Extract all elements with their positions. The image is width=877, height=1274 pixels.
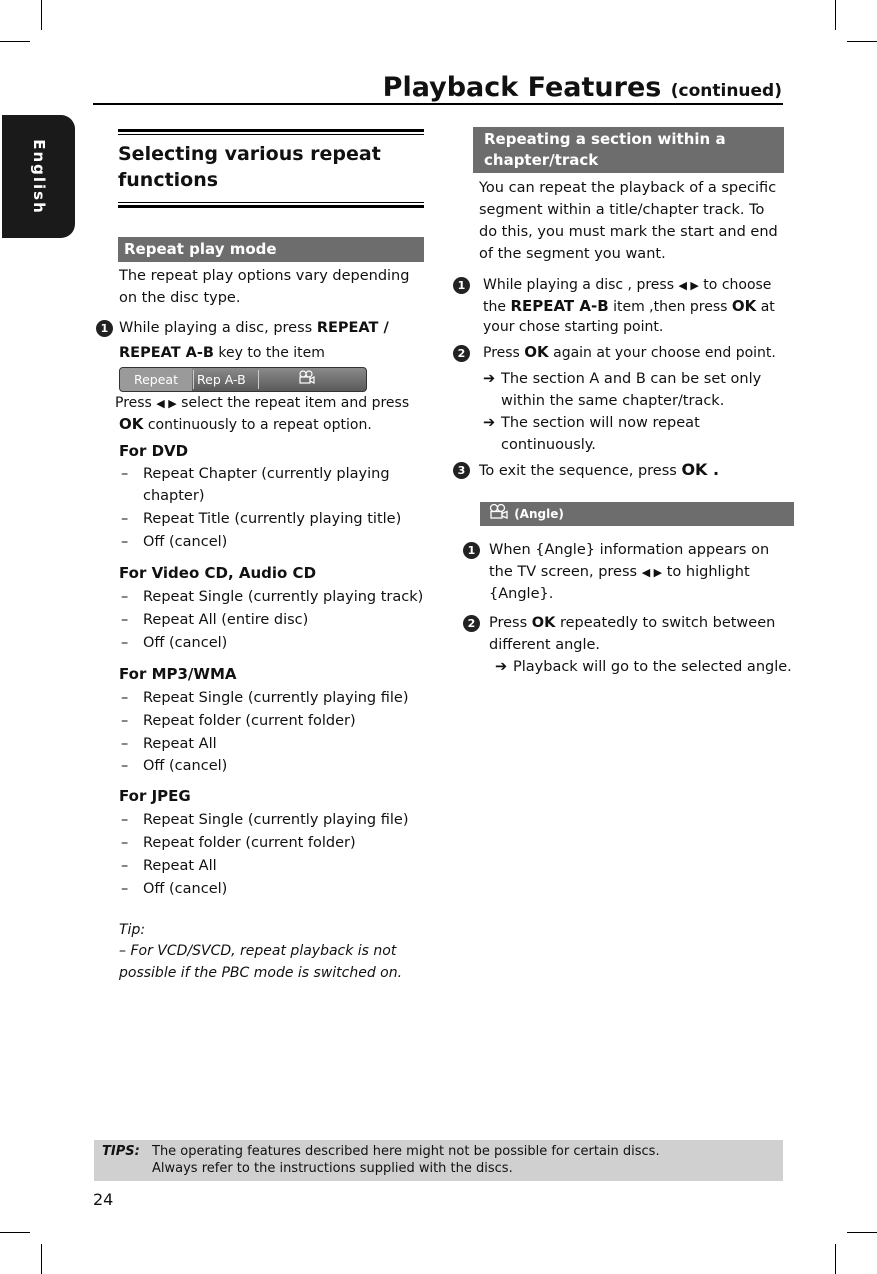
angle-bar: [480, 502, 794, 526]
list-item: Off (cancel): [143, 635, 228, 651]
bar-line: chapter/track: [484, 151, 599, 169]
step-number: 1: [96, 320, 113, 337]
angle2-line1: Press OK repeatedly to switch between: [489, 615, 776, 631]
list-item: Off (cancel): [143, 881, 228, 897]
title-rule: [93, 103, 783, 105]
note-line: continuously.: [501, 437, 596, 453]
angle2-line2: different angle.: [489, 637, 601, 653]
crop-mark: [41, 0, 42, 30]
page-title: Playback Features (continued): [382, 72, 782, 103]
crop-mark: [835, 1244, 836, 1274]
dash: –: [121, 635, 129, 651]
dash: –: [121, 858, 129, 874]
tip-line: – For VCD/SVCD, repeat playback is not: [119, 943, 397, 959]
intro-line: The repeat play options vary depending: [119, 268, 410, 284]
osd-separator: [193, 370, 194, 389]
crop-mark: [847, 41, 877, 42]
mp3-heading: For MP3/WMA: [119, 665, 237, 683]
section-title: Selecting various repeat functions: [118, 143, 381, 191]
left-right-arrows-icon: ◀ ▶: [678, 279, 699, 292]
tips-line: The operating features described here might not be possible for certain discs.: [152, 1144, 660, 1159]
note-line: within the same chapter/track.: [501, 393, 725, 409]
step1-line2: REPEAT A-B key to the item: [119, 345, 325, 361]
section-rule-top-thin: [118, 134, 424, 135]
step-number: 2: [453, 345, 470, 362]
language-tab: English: [2, 115, 75, 238]
dash: –: [121, 612, 129, 628]
dash: –: [121, 758, 129, 774]
jpeg-heading: For JPEG: [119, 787, 191, 805]
list-item: Repeat Single (currently playing track): [143, 589, 424, 605]
dash: –: [121, 713, 129, 729]
angle1-line1: When {Angle} information appears on: [489, 542, 770, 558]
angle2-note: Playback will go to the selected angle.: [513, 659, 792, 675]
bar-line: Repeating a section within a: [484, 130, 726, 148]
intro-line: segment within a title/chapter track. To: [479, 202, 765, 218]
arrow-right-icon: ➔: [483, 415, 496, 431]
step1-line2: the REPEAT A-B item ,then press OK at: [483, 297, 775, 315]
angle1-line3: {Angle}.: [489, 586, 554, 602]
step3-line: To exit the sequence, press OK .: [479, 460, 720, 479]
intro-line: of the segment you want.: [479, 246, 666, 262]
list-item: Off (cancel): [143, 758, 228, 774]
step-number: 1: [463, 542, 480, 559]
dash: –: [121, 466, 129, 482]
list-item: Repeat All (entire disc): [143, 612, 309, 628]
list-item: Off (cancel): [143, 534, 228, 550]
crop-mark: [835, 0, 836, 30]
vcd-heading: For Video CD, Audio CD: [119, 564, 317, 582]
angle-icon: [488, 503, 510, 527]
osd-tab-rep-ab: Rep A-B: [197, 372, 246, 387]
intro-line: do this, you must mark the start and end: [479, 224, 778, 240]
list-item: Repeat folder (current folder): [143, 835, 356, 851]
step1-line1: While playing a disc , press ◀ ▶ to choose: [483, 277, 772, 293]
list-item: Repeat Single (currently playing file): [143, 812, 409, 828]
crop-mark: [0, 41, 30, 42]
tip-line: possible if the PBC mode is switched on.: [119, 965, 403, 981]
list-item: Repeat Chapter (currently playing: [143, 466, 390, 482]
dash: –: [121, 589, 129, 605]
arrow-right-icon: ➔: [483, 371, 496, 387]
dash: –: [121, 881, 129, 897]
crop-mark: [41, 1244, 42, 1274]
angle-icon: [298, 368, 316, 391]
arrow-right-icon: ➔: [495, 659, 508, 675]
list-item: Repeat All: [143, 858, 217, 874]
crop-mark: [847, 1232, 877, 1233]
angle-bar-label: (Angle): [514, 507, 564, 521]
intro-line: on the disc type.: [119, 290, 241, 306]
list-item: chapter): [143, 488, 205, 504]
dash: –: [121, 511, 129, 527]
dash: –: [121, 736, 129, 752]
step2-line: Press OK again at your choose end point.: [483, 343, 776, 361]
section-rule-top: [118, 129, 424, 132]
tips-label: TIPS:: [102, 1144, 140, 1159]
step-number: 1: [453, 277, 470, 294]
note-line: The section A and B can be set only: [501, 371, 762, 387]
dvd-heading: For DVD: [119, 442, 189, 460]
angle1-line2: the TV screen, press ◀ ▶ to highlight: [489, 564, 750, 580]
crop-mark: [0, 1232, 30, 1233]
left-right-arrows-icon: ◀ ▶: [156, 397, 177, 410]
osd-menu-bar: [119, 367, 367, 392]
section-rule-bottom-thin: [118, 202, 424, 203]
osd-separator: [258, 370, 259, 389]
dash: –: [121, 835, 129, 851]
repeat-play-mode-bar: Repeat play mode: [118, 237, 424, 262]
repeat-section-bar: [473, 127, 784, 173]
step-number: 3: [453, 462, 470, 479]
dash: –: [121, 690, 129, 706]
osd-tab-repeat: Repeat: [120, 368, 192, 391]
tip-label: Tip:: [119, 922, 146, 938]
left-right-arrows-icon: ◀ ▶: [641, 566, 663, 579]
intro-line: You can repeat the playback of a specific: [479, 180, 777, 196]
section-rule-bottom: [118, 205, 424, 208]
dash: –: [121, 534, 129, 550]
dash: –: [121, 812, 129, 828]
list-item: Repeat Title (currently playing title): [143, 511, 402, 527]
step1-line3: your chose starting point.: [483, 319, 664, 335]
list-item: Repeat All: [143, 736, 217, 752]
step1-line1: While playing a disc, press REPEAT /: [119, 320, 389, 336]
press-line2: OK continuously to a repeat option.: [119, 415, 372, 433]
press-line1: Press ◀ ▶ select the repeat item and press: [115, 395, 410, 411]
tips-box: [94, 1140, 783, 1181]
tips-line: Always refer to the instructions supplied with the discs.: [152, 1161, 513, 1176]
page-number: 24: [93, 1190, 114, 1209]
step-number: 2: [463, 615, 480, 632]
list-item: Repeat Single (currently playing file): [143, 690, 409, 706]
list-item: Repeat folder (current folder): [143, 713, 356, 729]
note-line: The section will now repeat: [501, 415, 700, 431]
